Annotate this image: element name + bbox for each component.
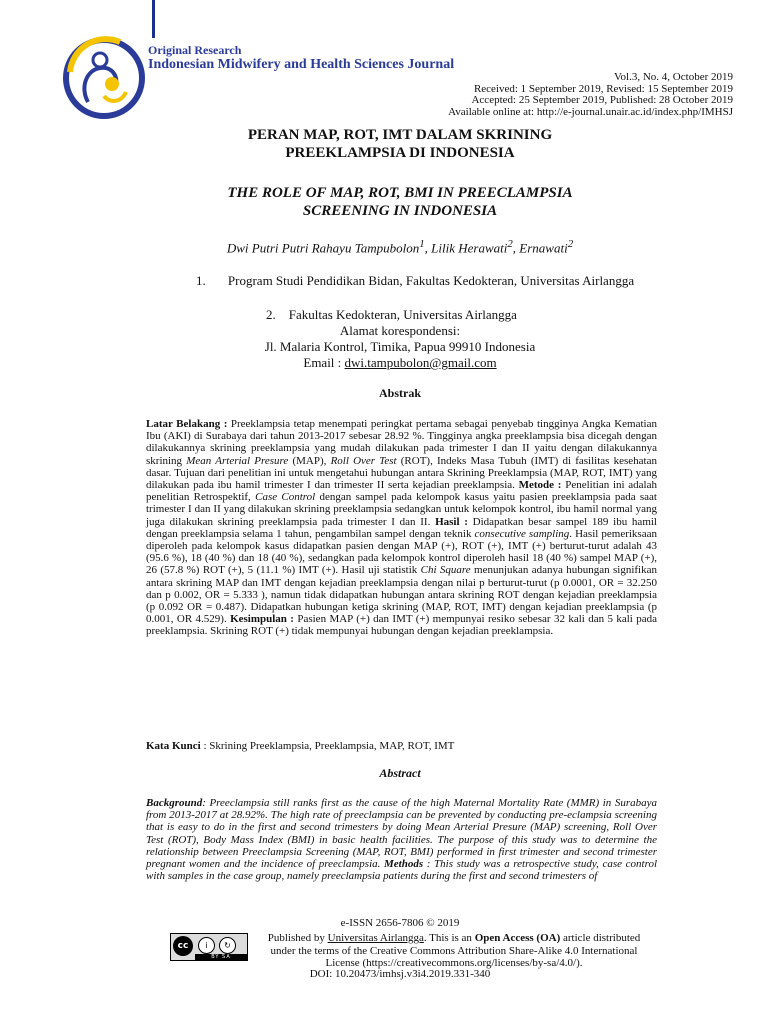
pub-text: article distributed under the terms of the Creative Commons Attribution Share-Alike 4.0 International License (https://creativecommons.org/licenses/by-sa/4.0/).	[270, 932, 641, 970]
abstract-text: : This study was a retrospective study, case control with samples in the case group, namely preeclampsia patients during the first and second trimesters of	[146, 858, 657, 883]
open-access-label: Open Access (OA)	[474, 932, 561, 944]
publisher-link[interactable]: Universitas Airlangga	[327, 932, 424, 944]
abstrak-text: Didapatkan besar sampel 189 ibu hamil dengan preeklampsia selama 1 tahun, pengambilan sampel dengan teknik	[146, 515, 657, 540]
methods-label: Methods	[384, 858, 424, 871]
article-type-label: Original Research	[148, 43, 242, 57]
issn-line: e-ISSN 2656-7806 © 2019	[340, 917, 460, 929]
received-dates: Received: 1 September 2019, Revised: 15 September 2019	[473, 82, 733, 95]
correspondence-address: Jl. Malaria Kontrol, Timika, Papua 99910 Indonesia	[264, 339, 536, 354]
share-alike-icon: ↻	[219, 937, 236, 954]
abstrak-text: Pasien MAP (+) dan IMT (+) mempunyai resiko sebesar 32 kali dan 5 kali pada preeklampsia. Skrining ROT (+) tidak mempunyai hubungan dengan kejadian preeklampsia.	[146, 613, 657, 638]
affiliation-1	[196, 273, 646, 289]
latar-belakang-label: Latar Belakang :	[146, 418, 228, 430]
kesimpulan-label: Kesimpulan :	[230, 613, 294, 626]
abstract-body	[146, 797, 657, 882]
abstrak-text: (ROT), Indeks Masa Tubuh (IMT) di fasilitas kesehatan dasar. Tujuan dari penelitian ini untuk mengetahui hubungan antara Skrining Preeklampsia (MAP, ROT, IMT) yang dilakukan pada ibu hamil trimester I dan trimester II serta kejadian preeklampsia.	[146, 454, 657, 492]
abstrak-term: Chi Square	[420, 564, 471, 577]
abstrak-term: consecutive sampling	[474, 527, 570, 540]
email-link[interactable]: dwi.tampubolon@gmail.com	[344, 355, 497, 370]
abstrak-term: Mean Arterial Presure	[186, 454, 289, 467]
abstrak-body	[146, 418, 657, 638]
email-label: Email :	[303, 355, 345, 370]
title-english	[150, 184, 650, 220]
correspondence-label: Alamat korespondensi:	[339, 323, 461, 338]
abstrak-text: menunjukan adanya hubungan signifikan antara skrining MAP dan IMT dengan kejadian preeklampsia dengan nilai p berturut-turut (p 0.0001, OR = 32.250 dan p 0.002, OR = 5.333 ), namun tidak didapatkan hubungan antara skrining ROT dengan kejadian preeklampsia (p 0.092 OR = 0.487). Didapatkan hubungan ketiga skrining (MAP, ROT, IMT) dengan kejadian preeklampsia (p 0.001, OR 4.529).	[146, 564, 657, 626]
author-2: Lilik Herawati	[431, 240, 508, 256]
pub-text: Published by	[267, 932, 328, 944]
keywords-text: : Skrining Preeklampsia, Preeklampsia, MAP, ROT, IMT	[200, 740, 455, 752]
cc-badge-label: BY SA	[195, 954, 247, 960]
abstrak-text: Preeklampsia tetap menempati peringkat pertama sebagai penyebab tingginya Angka Kematian Ibu (AKI) di Surabaya dari tahun 2013-2017 sebesar 28.92 %. Tingginya angka preeklampsia bisa dicegah dengan dilakukannya skrining preeklampsia yang mudah dilakukan pada trimester I dan II yaitu dengan dilakukannya skrining	[146, 418, 657, 467]
title-id-line-2: PREEKLAMPSIA DI INDONESIA	[285, 145, 515, 161]
keywords-label: Kata Kunci	[146, 740, 201, 752]
article-meta	[373, 72, 733, 118]
doi-line: DOI: 10.20473/imhsj.v3i4.2019.331-340	[309, 968, 491, 980]
abstrak-term: Case Control	[255, 491, 316, 504]
affiliation-1-text: Program Studi Pendidikan Bidan, Fakultas Kedokteran, Universitas Airlangga	[227, 273, 635, 288]
title-indonesian	[150, 126, 650, 162]
abstrak-text: Penelitian ini adalah penelitian Retrospektif,	[146, 479, 657, 504]
author-3-affil: 2	[567, 238, 574, 250]
author-3: Ernawati	[519, 240, 568, 256]
affiliation-2	[266, 307, 646, 323]
cc-license-badge[interactable]	[170, 933, 248, 961]
author-separator: ,	[512, 240, 520, 256]
author-1-affil: 1	[419, 238, 425, 250]
journal-name: Indonesian Midwifery and Health Sciences Journal	[148, 57, 455, 72]
accepted-dates: Accepted: 25 September 2019, Published: 28 October 2019	[471, 94, 733, 107]
author-separator: ,	[424, 240, 432, 256]
abstrak-text: dengan sampel pada kelompok kasus yaitu pasien preeklampsia pada saat trimester I dan II yang dilakukan skrining preeklampsia sedangkan untuk kelompok kontrol, ibu hamil normal yang juga dilakukan skrining preeklampsia pada trimester I dan II.	[146, 491, 657, 528]
affiliation-1-number: 1.	[196, 273, 206, 288]
journal-logo	[60, 32, 148, 122]
abstrak-heading: Abstrak	[378, 386, 421, 400]
available-online: Available online at: http://e-journal.unair.ac.id/index.php/IMHSJ	[448, 105, 733, 118]
author-1: Dwi Putri Putri Rahayu Tampubolon	[226, 240, 420, 256]
affiliation-2-number: 2.	[266, 307, 276, 322]
correspondence-email-line	[150, 355, 650, 371]
cc-icon: cc	[173, 936, 193, 956]
attribution-icon: i	[198, 937, 215, 954]
abstrak-text: . Hasil pemeriksaan diperoleh pada kelompok kasus didapatkan pasien dengan MAP (+), ROT (+), IMT (+) berturut-turut adalah 43 (95.6 %), 18 (40 %) dan 18 (40 %), sedangkan pada kelompok kontrol diperoleh hasil 18 (40 %) sampel MAP (+), 26 (57.8 %) ROT (+), 5 (11.1 %) IMT (+). Hasil uji statistik	[146, 527, 657, 577]
publication-statement	[254, 932, 654, 970]
affiliation-2-text: Fakultas Kedokteran, Universitas Airlangga	[288, 307, 517, 322]
abstract-text: : Preeclampsia still ranks first as the cause of the high Maternal Mortality Rate (MMR) in Surabaya from 2013-2017 at 28.92%. The high rate of preeclampsia can be prevented by conducting pre-eclampsia screening that is easy to do in the first and second trimesters by doing Mean Arterial Presure (MAP) screening, Roll Over Test (ROT), Body Mass Index (BMI) in basic health facilities. The purpose of this study was to determine the relationship between Preeclampsia Screening (MAP, ROT, BMI) performed in first trimester and second trimester pregnant women and the incidence of preeclampsia.	[146, 797, 657, 871]
author-list	[150, 238, 650, 256]
author-2-affil: 2	[507, 238, 513, 250]
metode-label: Metode :	[518, 479, 562, 492]
abstrak-text: (MAP),	[288, 454, 331, 467]
header-accent-line	[152, 0, 155, 38]
abstrak-term: Roll Over Test	[330, 454, 397, 467]
title-id-line-1: PERAN MAP, ROT, IMT DALAM SKRINING	[247, 127, 553, 143]
hasil-label: Hasil :	[435, 515, 468, 528]
pub-text: . This is an	[423, 932, 475, 944]
volume-info: Vol.3, No. 4, October 2019	[614, 71, 733, 83]
keywords	[146, 740, 454, 752]
title-en-line-1: THE ROLE OF MAP, ROT, BMI IN PREECLAMPSIA	[227, 185, 573, 201]
abstract-heading: Abstract	[379, 766, 421, 780]
title-en-line-2: SCREENING IN INDONESIA	[302, 203, 498, 219]
background-label: Background	[146, 797, 203, 809]
